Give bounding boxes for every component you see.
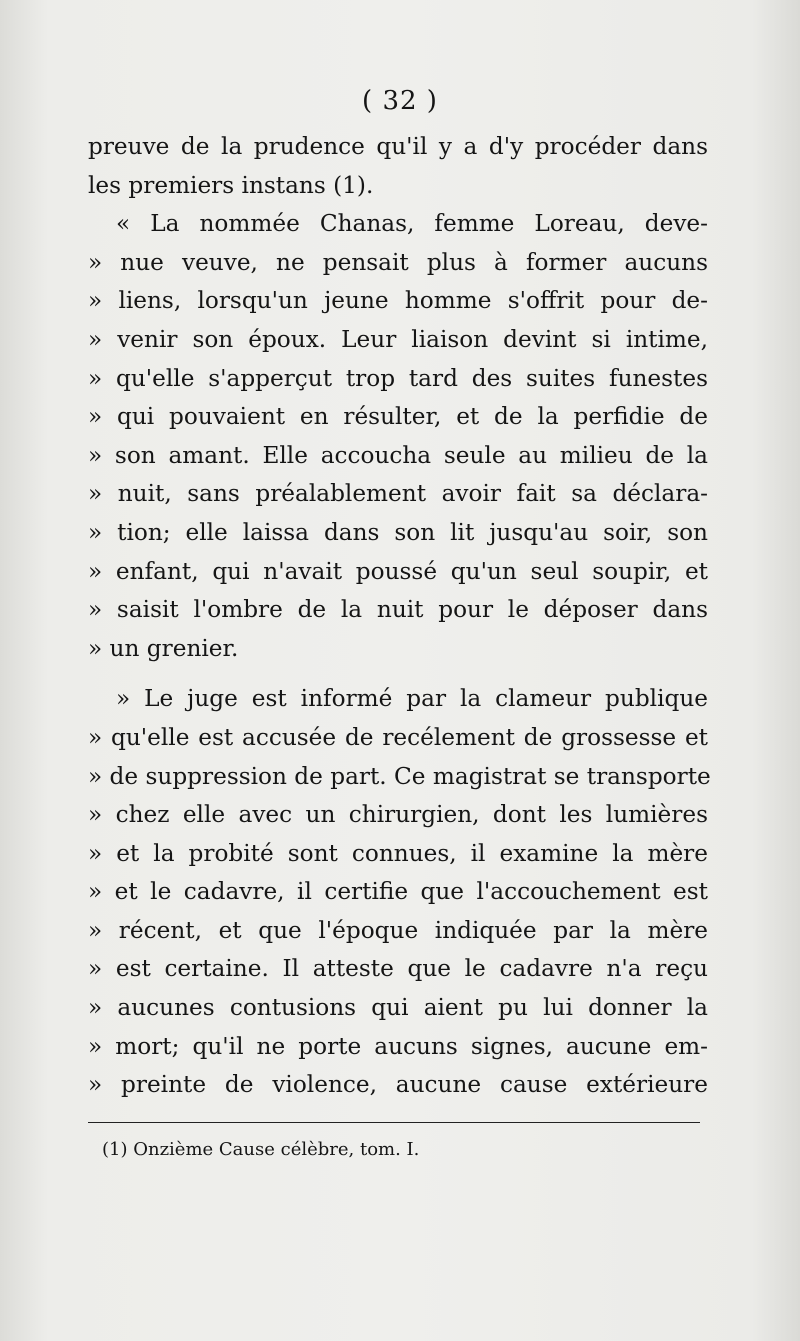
text-line: » qu'elle s'apperçut trop tard des suites funestes: [88, 364, 708, 392]
text-line: » et la probité sont connues, il examine la mère: [88, 839, 708, 867]
text-line: » et le cadavre, il certifie que l'accouchement est: [88, 878, 708, 906]
body-text: [88, 128, 711, 1105]
footnote: (1) Onzième Cause célèbre, tom. I.: [102, 1139, 420, 1160]
text-line: » mort; qu'il ne porte aucuns signes, aucune em-: [88, 1032, 708, 1060]
text-line: » qui pouvaient en résulter, et de la perfidie de: [88, 403, 708, 431]
page-number: ( 32 ): [362, 86, 438, 116]
text-line: » son amant. Elle accoucha seule au milieu de la: [88, 441, 708, 469]
text-line: » venir son époux. Leur liaison devint si intime,: [88, 325, 708, 353]
text-line: » de suppression de part. Ce magistrat se transporte: [88, 762, 711, 790]
text-line: » chez elle avec un chirurgien, dont les lumières: [88, 801, 708, 829]
text-line: » tion; elle laissa dans son lit jusqu'au soir, son: [88, 518, 708, 546]
text-line: » enfant, qui n'avait poussé qu'un seul soupir, et: [88, 557, 708, 585]
text-line: » saisit l'ombre de la nuit pour le déposer dans: [88, 596, 708, 624]
text-line: « La nommée Chanas, femme Loreau, deve-: [116, 210, 708, 238]
text-line: » preinte de violence, aucune cause extérieure: [88, 1071, 708, 1099]
footnote-divider: [88, 1122, 700, 1123]
text-line: » nue veuve, ne pensait plus à former aucuns: [88, 248, 708, 276]
text-line: » un grenier.: [88, 634, 239, 662]
text-line: » Le juge est informé par la clameur publique: [116, 685, 708, 713]
text-line: » récent, et que l'époque indiquée par la mère: [88, 916, 708, 944]
text-line: » aucunes contusions qui aient pu lui donner la: [88, 994, 708, 1022]
text-line: » est certaine. Il atteste que le cadavre n'a reçu: [88, 955, 708, 983]
text-line: les premiers instans (1).: [88, 171, 374, 199]
text-line: preuve de la prudence qu'il y a d'y procéder dans: [88, 133, 708, 160]
text-line: » qu'elle est accusée de recélement de grossesse et: [88, 723, 708, 751]
text-line: » liens, lorsqu'un jeune homme s'offrit pour de-: [88, 287, 708, 315]
text-line: » nuit, sans préalablement avoir fait sa déclara-: [88, 480, 708, 508]
